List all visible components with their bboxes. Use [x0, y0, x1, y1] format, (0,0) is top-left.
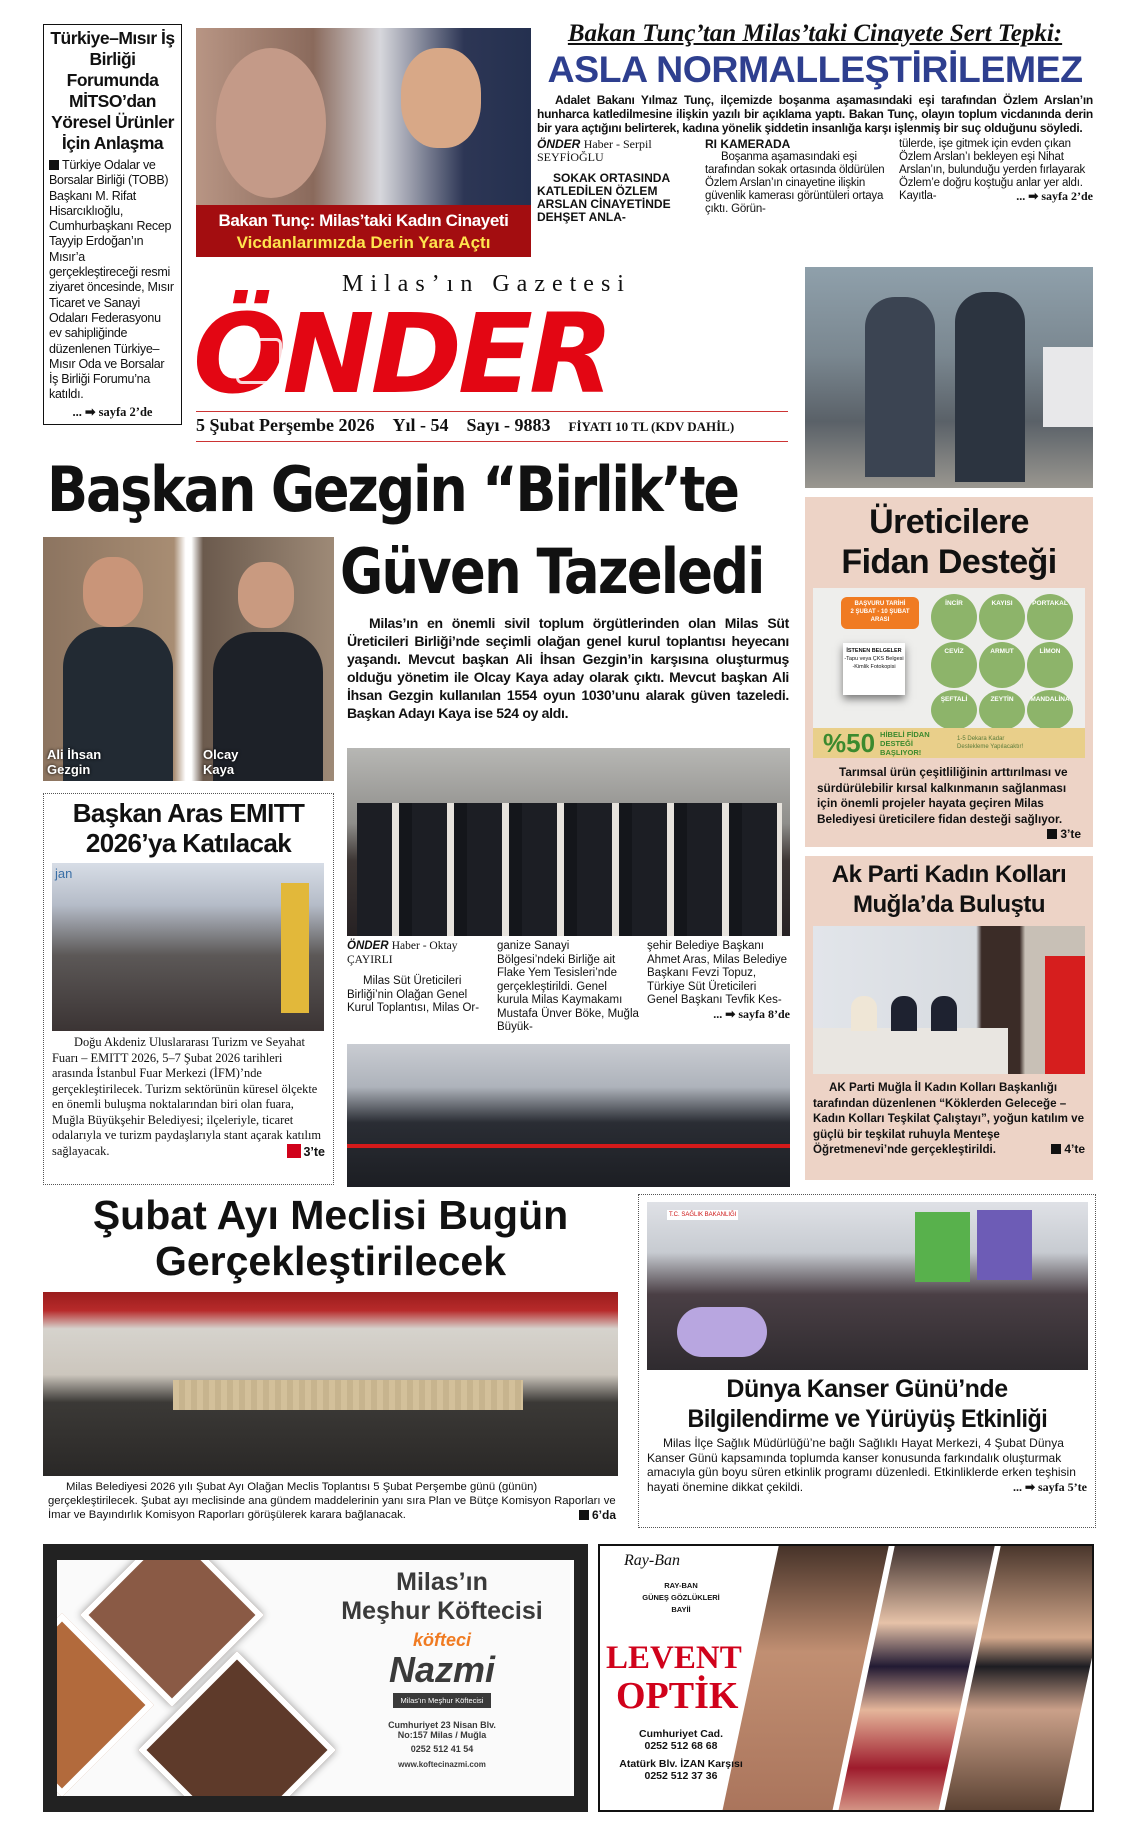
- poster-date: 2 ŞUBAT - 10 ŞUBAT: [850, 609, 910, 615]
- emitt-photo: [52, 863, 324, 1031]
- main-headline-1: Başkan Gezgin “Birlik’te: [47, 453, 738, 526]
- candidates-photo: [43, 537, 334, 781]
- top-lead: Adalet Bakanı Yılmaz Tunç, ilçemizde boşanma aşamasındaki eşi tarafından Özlem Arslan’ın hunharca katledilmesine ilişkin yazılı bir açıklama yaptı. Bakan Tunç, olayın toplum vicdanında derin bir yara açtığını belirterek, kadına yönelik şiddetin insanlığa karşı işlenmiş bir suç olduğunu söyledi.: [537, 93, 1093, 135]
- photo-caption-2: Vicdanlarımızda Derin Yara Açtı: [236, 233, 491, 252]
- emitt-more[interactable]: [265, 1144, 325, 1161]
- poster-date-badge: [841, 597, 919, 629]
- optik-addr-1: Cumhuriyet Cad.: [638, 1728, 723, 1740]
- akparti-box: [805, 856, 1093, 1180]
- poster-docs: [843, 643, 905, 695]
- kanser-more[interactable]: ... ➡ sayfa 5’te: [1012, 1479, 1087, 1494]
- meclis-photo: [43, 1292, 618, 1476]
- fruit-zeytin: ZEYTİN: [979, 690, 1025, 730]
- akparti-title: Ak Parti Kadın Kolları Muğla’da Buluştu: [831, 861, 1067, 918]
- main-col3: şehir Belediye Başkanı Ahmet Aras, Milas Belediye Başkanı Fevzi Topuz, Türkiye Süt Üreticileri Genel Başkanı Tevfik Kes-: [647, 940, 787, 1006]
- meclis-body-wrap: [48, 1481, 616, 1522]
- masthead-rule-top: [196, 411, 788, 412]
- kofte-web: www.koftecinazmi.com: [398, 1760, 486, 1769]
- fidan-title: Üreticilere Fidan Desteği: [841, 503, 1057, 581]
- meclis-headline-1: Şubat Ayı Meclisi Bugün: [92, 1192, 569, 1238]
- optik-brand-2: OPTİK: [616, 1675, 739, 1717]
- top-headline: ASLA NORMALLEŞTİRİLEMEZ: [547, 48, 1083, 90]
- main-col1: Milas Süt Üreticileri Birliği’nin Olağan Genel Kurul Toplantısı, Milas Or-: [347, 975, 480, 1014]
- poster-date-suffix: ARASI: [870, 617, 890, 623]
- akparti-more[interactable]: [1035, 1142, 1085, 1158]
- kofte-address-1: Cumhuriyet 23 Nisan Blv.: [388, 1720, 496, 1730]
- main-col3-wrap: [647, 940, 790, 1021]
- woman-face: [216, 48, 326, 198]
- issue-number: Sayı - 9883: [466, 415, 551, 435]
- main-byline-brand: ÖNDER: [347, 940, 389, 952]
- masthead-emblem-icon: [236, 338, 282, 384]
- poster-banner: [813, 728, 1085, 758]
- kofte-phone: 0252 512 41 54: [410, 1744, 474, 1754]
- top-more[interactable]: ... ➡ sayfa 2’de: [1016, 189, 1093, 203]
- fidan-more-label: 3’te: [1060, 827, 1081, 841]
- kanser-title-1: Dünya Kanser Günü’nde: [726, 1375, 1008, 1403]
- rayban-logo: Ray-Ban: [624, 1552, 680, 1569]
- fruit-incir: İNCİR: [931, 594, 977, 640]
- arrest-photo: [805, 267, 1093, 488]
- kofte-ad: [43, 1544, 588, 1812]
- issue-year: Yıl - 54: [392, 415, 449, 435]
- meclis-headline: [43, 1192, 618, 1284]
- top-col2-head: RI KAMERADA: [705, 137, 791, 151]
- optik-addr-2: Atatürk Blv. İZAN Karşısı: [619, 1758, 743, 1770]
- optik-dealer-3: BAYİİ: [671, 1605, 691, 1614]
- fruit-mandalina: MANDALİNA: [1027, 690, 1073, 730]
- emitt-body-wrap: [52, 1035, 325, 1159]
- kanser-photo: [647, 1202, 1088, 1370]
- masthead-dateline: [196, 415, 788, 436]
- fruit-armut: ARMUT: [979, 642, 1025, 688]
- top-col1: SOKAK ORTASINDA KATLEDİLEN ÖZLEM ARSLAN CİNAYETİNDE DEHŞET ANLA-: [537, 171, 671, 224]
- meclis-more[interactable]: [561, 1509, 616, 1523]
- kofte-address-2: No:157 Milas / Muğla: [397, 1730, 487, 1740]
- poster-docs-title: İSTENEN BELGELER: [846, 648, 902, 654]
- main-headline-2: Güven Tazeledi: [340, 535, 764, 608]
- top-kicker: Bakan Tunç’tan Milas’taki Cinayete Sert Tepki:: [567, 20, 1063, 47]
- akparti-body: AK Parti Muğla İl Kadın Kolları Başkanlığı tarafından düzenlenen “Köklerden Geleceğe – Kadın Kolları Teşkilat Çalıştayı”, yoğun katılım ve güçlü bir teşkilat ruhuyla Menteşe Öğretmenevi’nde gerçekleştirildi.: [813, 1081, 1085, 1156]
- left-story-text: Türkiye Odalar ve Borsalar Birliği (TOBB) Başkanı M. Rifat Hisarcıklıoğlu, Cumhurbaşkanı Recep Tayyip Erdoğan’ın Mısır’a gerçekleştireceği resmi ziyaret öncesinde, Mısır Ticaret ve Sanayi Odaları Federasyonu ev sahipliğinde düzenlenen Türkiye–Mısır Oda ve Borsalar İş Birliği Forumu’na katıldı.: [49, 158, 174, 402]
- ribbon-photo: [347, 1044, 790, 1187]
- top-col3: tülerde, işe gitmek için evden çıkan Özlem Arslan’ı bekleyen eşi Nihat Arslan’ın, bulunduğu yerden fırlayarak Özlem’e doğru koştuğu anlar yer aldı. Kayıtla-: [899, 138, 1086, 202]
- kanser-box: [638, 1194, 1096, 1528]
- fidan-more[interactable]: [1025, 827, 1081, 843]
- akparti-photo: [813, 926, 1085, 1074]
- emitt-more-label: 3’te: [303, 1144, 325, 1159]
- akparti-more-label: 4’te: [1064, 1142, 1085, 1156]
- top-col3-wrap: [899, 138, 1093, 203]
- main-columns: [347, 940, 790, 1035]
- optik-dealer-1: RAY-BAN: [664, 1581, 698, 1590]
- emitt-box: [43, 793, 334, 1185]
- poster-fruits: [931, 594, 1081, 730]
- masthead-tagline: Milas’ın Gazetesi: [342, 271, 631, 297]
- kofte-brand-small: köfteci: [412, 1630, 472, 1650]
- kanser-photo-sign: T.C. SAĞLIK BAKANLIĞI: [669, 1212, 737, 1218]
- man-face: [401, 48, 481, 148]
- byline: Haber - Serpil SEYFİOĞLU: [537, 137, 652, 164]
- fidan-poster: [813, 588, 1085, 758]
- top-story: [537, 20, 1093, 224]
- kanser-title-2: Bilgilendirme ve Yürüyüş Etkinliği: [687, 1405, 1047, 1433]
- main-col2: ganize Sanayi Bölgesi’ndeki Birliğe ait Flake Yem Tesisleri’nde gerçekleştirildi. Genel kurula Milas Kaymakamı Mustafa Ünver Böke, Muğla Büyük-: [497, 940, 639, 1033]
- masthead-logo: ÖNDER: [193, 290, 610, 418]
- optik-phone-2: 0252 512 37 36: [644, 1770, 718, 1782]
- optik-ad: [598, 1544, 1094, 1812]
- meclis-more-label: 6’da: [591, 1507, 616, 1522]
- optik-phone-1: 0252 512 68 68: [644, 1740, 718, 1752]
- top-col2: Boşanma aşamasındaki eşi tarafından sokak ortasında öldürülen Özlem Arslan’ın cinayetine ilişkin güvenlik kamerası görüntüleri ortaya çıktı. Görün-: [705, 151, 885, 215]
- byline-brand: ÖNDER: [537, 137, 581, 151]
- poster-banner-note: 1-5 Dekara Kadar Destekleme Yapılacaktır!: [957, 736, 1024, 750]
- candidate-label-1: Ali İhsan Gezgin: [47, 747, 102, 777]
- left-story-body: [49, 158, 176, 403]
- ceremony-photo: [347, 748, 790, 936]
- left-story-title: Türkiye–Mısır İş Birliği Forumunda MİTSO’dan Yöresel Ürünler İçin Anlaşma: [50, 28, 175, 153]
- fruit-seftali: ŞEFTALİ: [931, 690, 977, 730]
- emitt-photo-sign: jan: [55, 866, 73, 881]
- main-more[interactable]: ... ➡ sayfa 8’de: [713, 1006, 790, 1021]
- kofte-brand: Nazmi: [388, 1649, 496, 1690]
- candidate-label-2: Olcay Kaya: [203, 747, 239, 777]
- issue-price: FİYATI 10 TL (KDV DAHİL): [568, 419, 735, 434]
- meclis-body: Milas Belediyesi 2026 yılı Şubat Ayı Olağan Meclis Toplantısı 5 Şubat Perşembe günü (günün) gerçekleştirilecek. Şubat ayı meclisinde ana gündem maddelerinin yanı sıra Plan ve Bütçe Komisyon Raporları ve İmar ve Bayındırlık Komisyon Raporları görüşülerek karara bağlanacak.: [48, 1481, 616, 1521]
- kofte-headline-2: Meşhur Köftecisi: [341, 1597, 543, 1625]
- left-story-box: [43, 24, 182, 425]
- fruit-portakal: PORTAKAL: [1027, 594, 1073, 640]
- emitt-body: Doğu Akdeniz Uluslararası Turizm ve Seyahat Fuarı – EMITT 2026, 5–7 Şubat 2026 tarihleri arasında İstanbul Fuar Merkezi (İFM)’nde gerçekleştirilecek. Turizm sektörünün küresel ölçekte en önemli buluşma noktalarından biri olan fuara, Muğla Büyükşehir Belediyesi; ilçeleriyle, ticaret odalarıyla ve turizm paydaşlarıyla stant açarak katılım sağlayacak.: [52, 1035, 322, 1158]
- tunc-photo: [196, 28, 531, 257]
- masthead-rule-bottom: [196, 441, 788, 442]
- fruit-limon: LİMON: [1027, 642, 1073, 688]
- optik-brand-1: LEVENT: [606, 1640, 742, 1676]
- fidan-body-wrap: [813, 765, 1085, 841]
- meclis-headline-2: Gerçekleştirilecek: [154, 1238, 507, 1284]
- optik-dealer-2: GÜNEŞ GÖZLÜKLERİ: [642, 1593, 720, 1602]
- left-story-more[interactable]: ... ➡ sayfa 2’de: [72, 404, 153, 419]
- poster-banner-text: HİBELİ FİDAN DESTEĞİ BAŞLIYOR!: [880, 729, 930, 757]
- fidan-box: [805, 497, 1093, 847]
- kanser-body: Milas İlçe Sağlık Müdürlüğü’ne bağlı Sağlıklı Hayat Merkezi, 4 Şubat Dünya Kanser Günü kapsamında toplumda kanser konusunda farkındalık oluşturmak amacıyla gün boyu süren etkinlik programı düzenledi. Etkinliklerde erken teşhisin hayati önemine dikkat çekildi.: [647, 1436, 1076, 1494]
- issue-date: 5 Şubat Perşembe 2026: [196, 415, 375, 435]
- photo-caption-1: Bakan Tunç: Milas’taki Kadın Cinayeti: [218, 211, 509, 230]
- poster-docs-list: -Tapu veya ÇKS Belgesi -Kimlik Fotokopisi: [844, 656, 904, 670]
- fruit-ceviz: CEVİZ: [931, 642, 977, 688]
- kofte-headline-1: Milas’ın: [396, 1568, 488, 1596]
- emitt-title: Başkan Aras EMITT 2026’ya Katılacak: [72, 798, 305, 858]
- poster-date-label: BAŞVURU TARİHİ: [854, 601, 906, 607]
- poster-percent: %50: [823, 727, 876, 758]
- fidan-body: Tarımsal ürün çeşitliliğinin arttırılması ve sürdürülebilir kırsal kalkınmanın sağlanması için önemli projeler hayata geçiren Milas Belediyesi üreticilere fidan desteği sağlıyor.: [817, 765, 1068, 826]
- kanser-title: [647, 1374, 1087, 1434]
- main-lead: Milas’ın en önemli sivil toplum örgütlerinden olan Milas Süt Üreticileri Birliği’nde seçimli olağan genel kurul toplantısı heyecanı yaşandı. Mevcut başkan Ali İhsan Gezgin’in karşısına oluşturmuş olduğu yönetim ile Olcay Kaya aday olarak çıktı. Mevcut başkan Ali İhsan Gezgin kullanılan 1554 oyun 1030’unu alarak güven tazeledi. Başkan Adayı Kaya ise 524 oy aldı.: [347, 615, 789, 721]
- kanser-body-wrap: [647, 1436, 1087, 1494]
- fruit-kayisi: KAYISI: [979, 594, 1025, 640]
- photo-caption-bar: [196, 205, 531, 257]
- akparti-body-wrap: [813, 1080, 1085, 1158]
- kofte-brand-tag: Milas’ın Meşhur Köftecisi: [393, 1693, 492, 1708]
- main-byline: Haber - Oktay ÇAYIRLI: [347, 940, 458, 966]
